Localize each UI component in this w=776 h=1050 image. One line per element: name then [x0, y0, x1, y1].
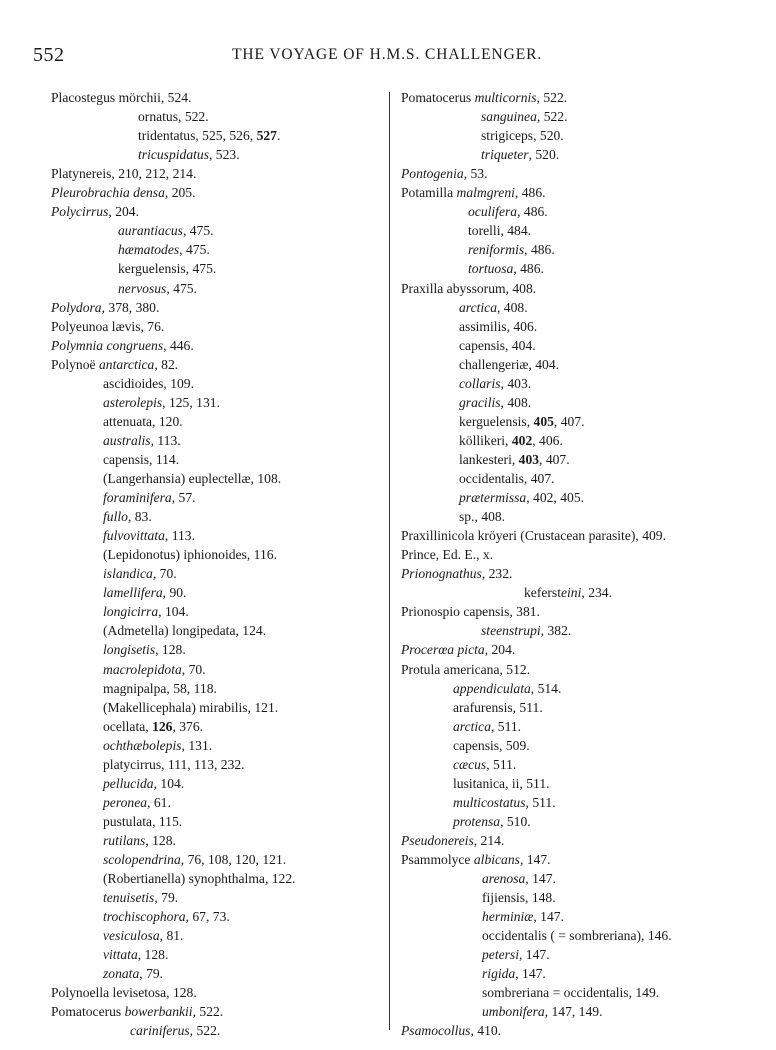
index-entry	[459, 488, 584, 507]
index-entry	[401, 88, 567, 107]
entry-text: Polyeunoa lævis, 76.	[51, 318, 165, 334]
index-entry	[51, 183, 196, 202]
entry-text: , 232.	[481, 566, 513, 582]
entry-text: challengeriæ, 404.	[459, 356, 560, 372]
index-entry	[51, 336, 194, 355]
italic-term: Pseudonereis	[401, 832, 474, 848]
italic-term: Pontogenia	[401, 166, 464, 182]
entry-text: , 376.	[172, 718, 204, 734]
entry-text: , 125, 131.	[162, 394, 220, 410]
index-entry	[401, 1021, 501, 1040]
bold-page-ref: 405	[533, 413, 554, 429]
index-entry	[103, 679, 217, 698]
entry-text: sp., 408.	[459, 509, 506, 525]
italic-term: asterolepis	[103, 394, 163, 410]
column-divider	[389, 92, 390, 1030]
italic-term: reniformis	[468, 242, 525, 258]
index-entry	[401, 850, 551, 869]
index-entry	[401, 279, 536, 298]
italic-term: Procerœa picta	[401, 642, 485, 658]
italic-term: arenosa	[482, 871, 526, 887]
entry-text: , 113.	[164, 528, 196, 544]
entry-text: , 402, 405.	[526, 490, 585, 506]
bold-page-ref: 527	[256, 128, 277, 144]
entry-text: (Langerhansia) euplectellæ, 108.	[103, 471, 282, 486]
entry-text: , 486.	[524, 242, 555, 258]
entry-text: , 67, 73.	[185, 909, 230, 925]
index-entry	[103, 736, 212, 755]
italic-term: cariniferus	[130, 1023, 190, 1039]
entry-text: Placostegus mörchii, 524.	[51, 90, 192, 105]
index-entry	[103, 602, 189, 621]
italic-term: macrolepidota	[103, 661, 182, 677]
entry-text: , 523.	[209, 147, 240, 163]
entry-text: pustulata, 115.	[103, 813, 183, 829]
index-entry	[103, 774, 184, 793]
index-entry	[103, 660, 206, 679]
index-entry	[459, 336, 536, 355]
bold-page-ref: 402	[511, 432, 533, 448]
bold-page-ref: 126	[152, 718, 173, 734]
italic-term: scolopendrina	[103, 852, 181, 867]
italic-term: fullo	[103, 509, 128, 525]
italic-term: cæcus	[453, 756, 487, 772]
index-entry	[481, 145, 559, 164]
index-entry	[51, 1002, 223, 1021]
index-entry	[103, 793, 171, 812]
italic-term: vesiculosa	[103, 928, 160, 944]
index-entry	[459, 298, 528, 317]
entry-text: , 403.	[500, 375, 532, 391]
italic-term: oculifera	[468, 204, 518, 220]
index-entry	[138, 126, 280, 145]
italic-term: longicirra	[103, 604, 159, 620]
entry-text: , 79.	[139, 966, 164, 982]
index-entry	[401, 640, 515, 659]
entry-text: , 407.	[553, 413, 585, 429]
italic-term: multicornis	[474, 90, 537, 105]
italic-term: tortuosa	[468, 261, 514, 277]
entry-text: , 522.	[189, 1023, 221, 1039]
index-column-right	[392, 88, 732, 1038]
entry-text: , 205.	[164, 185, 196, 201]
entry-text: , 70.	[181, 661, 206, 677]
italic-term: arctica	[459, 299, 497, 315]
index-entry	[401, 564, 512, 583]
index-entry	[401, 831, 504, 850]
italic-term: collaris	[459, 375, 501, 391]
entry-text: , 147.	[515, 966, 546, 982]
index-entry	[482, 964, 546, 983]
italic-term: foraminifera	[103, 490, 172, 506]
index-entry	[524, 583, 612, 602]
italic-term: fulvovittata	[103, 528, 165, 544]
entry-text: (Makellicephala) mirabilis, 121.	[103, 699, 279, 715]
index-entry	[459, 469, 555, 488]
index-column-left	[40, 88, 400, 1038]
italic-term: peronea	[103, 794, 148, 810]
italic-term: Psamocollus	[401, 1023, 471, 1039]
entry-text: , 70.	[152, 566, 177, 582]
entry-text: (Lepidonotus) iphionoides, 116.	[103, 547, 277, 563]
italic-term: sanguinea	[481, 109, 537, 125]
italic-term: protensa	[453, 813, 501, 829]
italic-term: tricuspidatus	[138, 147, 209, 163]
index-entry	[482, 1002, 602, 1021]
entry-text: , 511.	[486, 756, 517, 772]
entry-text: , 408.	[500, 394, 532, 410]
index-entry	[103, 831, 176, 850]
entry-text: keferst	[524, 585, 561, 601]
index-entry	[459, 374, 531, 393]
index-entry	[103, 698, 278, 717]
italic-term: zonata	[103, 966, 140, 982]
italic-term: Prionognathus	[401, 566, 482, 582]
index-entry	[468, 202, 548, 221]
entry-text: , 82.	[154, 356, 179, 372]
entry-text: , 81.	[159, 928, 184, 944]
index-entry	[103, 717, 203, 736]
entry-text: , 522.	[192, 1004, 224, 1020]
entry-text: assimilis, 406.	[459, 318, 538, 334]
italic-term: vittata	[103, 947, 138, 963]
entry-text: .	[276, 128, 281, 144]
index-entry	[401, 602, 540, 621]
index-entry	[103, 507, 152, 526]
index-entry	[51, 88, 191, 107]
index-entry	[118, 259, 216, 278]
index-entry	[482, 945, 550, 964]
entry-text: (Robertianella) synophthalma, 122.	[103, 871, 296, 887]
entry-text: , 57.	[171, 490, 196, 506]
entry-text: Pomatocerus	[401, 90, 475, 105]
index-entry	[482, 983, 659, 1002]
entry-text: kerguelensis,	[459, 413, 534, 429]
index-entry	[51, 164, 196, 183]
entry-text: , 407.	[539, 451, 570, 467]
entry-text: , 486.	[513, 261, 544, 277]
entry-text: capensis, 404.	[459, 337, 536, 353]
italic-term: hæmatodes	[118, 242, 180, 258]
index-entry	[103, 583, 186, 602]
index-entry	[453, 717, 521, 736]
entry-text: Prince, Ed. E., x.	[401, 547, 494, 563]
entry-text: , 147.	[525, 871, 556, 887]
italic-term: nervosus	[118, 280, 167, 296]
italic-term: Polydora	[51, 299, 102, 315]
index-entry	[459, 412, 585, 431]
index-entry	[103, 888, 178, 907]
entry-text: tridentatus, 525, 526,	[138, 128, 257, 144]
index-entry	[401, 526, 666, 545]
index-entry	[103, 926, 183, 945]
entry-text: , 475.	[179, 242, 210, 258]
index-entry	[103, 526, 195, 545]
entry-text: , 147, 149.	[544, 1004, 603, 1020]
entry-text: occidentalis, 407.	[459, 471, 555, 486]
entry-text: , 128.	[145, 832, 176, 848]
index-entry	[118, 221, 214, 240]
index-entry	[103, 374, 194, 393]
entry-text: , 104.	[158, 604, 189, 620]
index-entry	[453, 812, 531, 831]
index-entry	[401, 164, 487, 183]
index-entry	[482, 907, 564, 926]
italic-term: arctica	[453, 718, 491, 734]
index-entry	[482, 888, 556, 907]
index-entry	[468, 240, 555, 259]
italic-term: steenstrupi	[481, 623, 541, 639]
index-entry	[103, 564, 177, 583]
entry-text: , 522.	[536, 109, 568, 125]
entry-text: , 511.	[491, 718, 522, 734]
italic-term: Pleurobrachia densa	[51, 185, 165, 201]
entry-text: , 382.	[540, 623, 572, 639]
entry-text: , 214.	[473, 832, 505, 848]
italic-term: rigida	[482, 966, 516, 982]
index-entry	[482, 869, 556, 888]
index-entry	[459, 450, 570, 469]
index-entry	[453, 755, 516, 774]
entry-text: magnipalpa, 58, 118.	[103, 680, 217, 696]
entry-text: , 76, 108, 120, 121.	[180, 852, 287, 867]
entry-text: , 79.	[154, 890, 179, 906]
entry-text: Prionospio capensis, 381.	[401, 604, 540, 620]
entry-text: kerguelensis, 475.	[118, 261, 217, 277]
index-entry	[103, 621, 266, 640]
entry-text: köllikeri,	[459, 432, 512, 448]
italic-term: pellucida	[103, 775, 154, 791]
entry-text: (Admetella) longipedata, 124.	[103, 623, 267, 639]
index-entry	[453, 774, 550, 793]
entry-text: , 406.	[532, 432, 563, 448]
entry-text: Praxillinicola kröyeri (Crustacean parasite), 409.	[401, 528, 666, 544]
index-entry	[401, 660, 530, 679]
index-entry	[103, 412, 183, 431]
index-entry	[130, 1021, 220, 1040]
italic-term: gracilis	[459, 394, 501, 410]
entry-text: , 128.	[137, 947, 169, 963]
index-entry	[103, 945, 168, 964]
index-entry	[118, 279, 197, 298]
entry-text: sombreriana = occidentalis, 149.	[482, 985, 660, 1001]
index-entry	[51, 317, 164, 336]
italic-term: triqueter	[481, 147, 529, 163]
entry-text: , 147.	[519, 852, 551, 867]
italic-term: longisetis	[103, 642, 156, 658]
entry-text: , 446.	[163, 337, 194, 353]
entry-text: , 83.	[127, 509, 152, 525]
index-entry	[103, 393, 220, 412]
entry-text: , 147.	[519, 947, 550, 963]
entry-text: , 510.	[500, 813, 531, 829]
index-entry	[482, 926, 672, 945]
index-entry	[459, 507, 505, 526]
italic-term: albicans	[473, 852, 520, 867]
index-entry	[468, 259, 544, 278]
entry-text: , 147.	[533, 909, 564, 925]
entry-text: strigiceps, 520.	[481, 128, 564, 144]
entry-text: ornatus, 522.	[138, 109, 209, 125]
italic-term: malmgreni	[456, 185, 515, 201]
entry-text: fijiensis, 148.	[482, 890, 556, 906]
index-entry	[481, 126, 564, 145]
entry-text: , 410.	[470, 1023, 502, 1039]
italic-term: Polycirrus	[51, 204, 109, 220]
index-entry	[481, 107, 567, 126]
italic-term: multicostatus	[453, 794, 526, 810]
index-entry	[138, 145, 240, 164]
entry-text: , 475.	[166, 280, 197, 296]
page-number: 552	[33, 44, 65, 66]
italic-term: herminiæ	[482, 909, 534, 925]
entry-text: , 90.	[162, 585, 187, 601]
running-title: THE VOYAGE OF H.M.S. CHALLENGER.	[232, 46, 543, 63]
index-entry	[453, 793, 556, 812]
entry-text: Protula americana, 512.	[401, 661, 531, 677]
entry-text: attenuata, 120.	[103, 413, 183, 429]
entry-text: , 113.	[150, 432, 181, 448]
index-entry	[103, 869, 296, 888]
index-entry	[401, 183, 546, 202]
index-entry	[103, 755, 245, 774]
index-entry	[401, 545, 493, 564]
entry-text: , 486.	[517, 204, 548, 220]
index-entry	[118, 240, 210, 259]
index-entry	[51, 298, 159, 317]
italic-term: bowerbankii	[124, 1004, 193, 1020]
italic-term: Polymnia congruens	[51, 337, 164, 353]
entry-text: Polynoë	[51, 356, 99, 372]
index-entry	[51, 983, 197, 1002]
italic-term: rutilans	[103, 832, 146, 848]
index-entry	[103, 812, 182, 831]
entry-text: , 234.	[581, 585, 612, 601]
entry-text: torelli, 484.	[468, 223, 532, 239]
index-entry	[459, 317, 537, 336]
index-entry	[103, 907, 230, 926]
page-header	[0, 0, 776, 80]
italic-term: eini	[561, 585, 582, 601]
entry-text: Psammolyce	[401, 852, 474, 867]
index-entry	[51, 202, 139, 221]
index-entry	[138, 107, 209, 126]
entry-text: , 520.	[528, 147, 560, 163]
italic-term: umbonifera	[482, 1004, 545, 1020]
bold-page-ref: 403	[518, 451, 540, 467]
index-entry	[103, 850, 286, 869]
italic-term: prætermissa	[459, 490, 527, 506]
entry-text: , 378, 380.	[101, 299, 160, 315]
index-entry	[103, 469, 281, 488]
italic-term: petersi	[482, 947, 519, 963]
index-entry	[459, 393, 531, 412]
entry-text: , 514.	[530, 680, 562, 696]
entry-text: ascidioides, 109.	[103, 375, 194, 391]
entry-text: , 128.	[155, 642, 186, 658]
index-entry	[468, 221, 531, 240]
index-entry	[51, 355, 178, 374]
entry-text: Polynoella levisetosa, 128.	[51, 985, 197, 1001]
entry-text: Praxilla abyssorum, 408.	[401, 280, 537, 296]
entry-text: Pomatocerus	[51, 1004, 125, 1020]
italic-term: aurantiacus	[118, 223, 183, 239]
entry-text: capensis, 114.	[103, 451, 180, 467]
index-entry	[103, 964, 163, 983]
index-entry	[103, 450, 179, 469]
index-entry	[459, 355, 559, 374]
index-entry	[453, 679, 561, 698]
italic-term: appendiculata	[453, 680, 531, 696]
index-entry	[481, 621, 571, 640]
italic-term: ochthæbolepis	[103, 737, 182, 753]
entry-text: , 204.	[484, 642, 516, 658]
entry-text: lankesteri,	[459, 451, 519, 467]
index-entry	[103, 488, 196, 507]
entry-text: occidentalis ( = sombreriana), 146.	[482, 928, 672, 944]
entry-text: , 408.	[497, 299, 528, 315]
index-entry	[453, 698, 543, 717]
italic-term: antarctica	[98, 356, 155, 372]
italic-term: australis	[103, 432, 151, 448]
italic-term: lamellifera	[103, 585, 163, 601]
entry-text: , 53.	[463, 166, 488, 182]
entry-text: arafurensis, 511.	[453, 699, 543, 715]
entry-text: , 131.	[181, 737, 213, 753]
index-entry	[103, 545, 277, 564]
entry-text: capensis, 509.	[453, 737, 530, 753]
entry-text: platycirrus, 111, 113, 232.	[103, 756, 245, 772]
entry-text: , 475.	[182, 223, 214, 239]
index-entry	[103, 640, 186, 659]
entry-text: , 204.	[108, 204, 139, 220]
entry-text: , 522.	[536, 90, 568, 105]
entry-text: , 511.	[525, 794, 556, 810]
entry-text: Platynereis, 210, 212, 214.	[51, 166, 197, 182]
italic-term: tenuisetis	[103, 890, 155, 906]
entry-text: , 104.	[153, 775, 185, 791]
entry-text: , 486.	[514, 185, 546, 201]
italic-term: trochiscophora	[103, 909, 186, 925]
entry-text: ocellata,	[103, 718, 153, 734]
entry-text: , 61.	[147, 794, 171, 810]
italic-term: islandica	[103, 566, 153, 582]
index-entry	[103, 431, 181, 450]
index-entry	[459, 431, 563, 450]
index-entry	[453, 736, 530, 755]
entry-text: Potamilla	[401, 185, 457, 201]
entry-text: lusitanica, ii, 511.	[453, 775, 550, 791]
